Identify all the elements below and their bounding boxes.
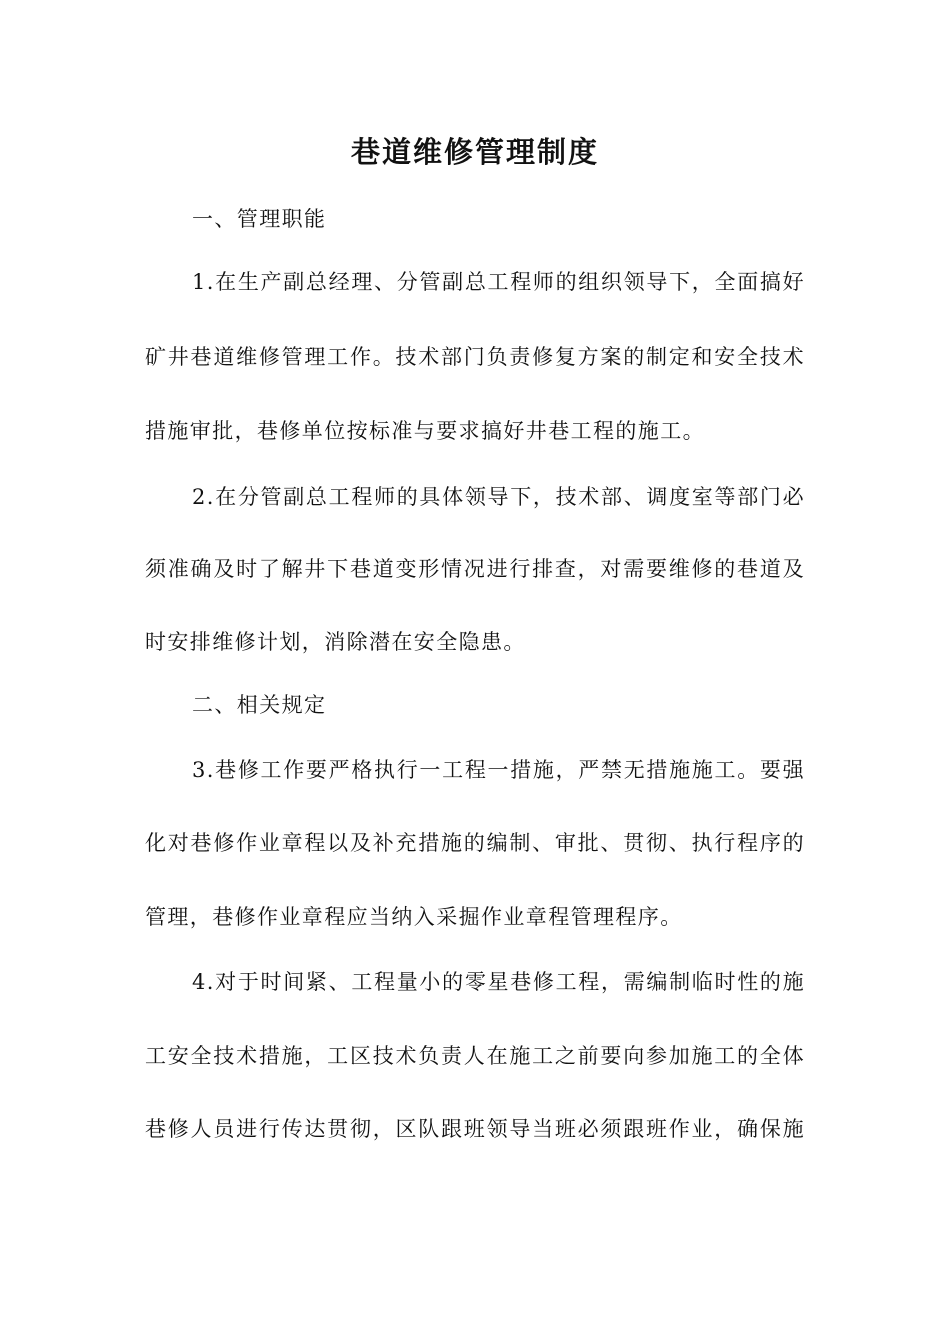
paragraph-1-line-2: 矿井巷道维修管理工作。技术部门负责修复方案的制定和安全技术 — [145, 345, 805, 369]
document-title: 巷道维修管理制度 — [350, 135, 599, 169]
paragraph-3-line-1: 3.巷修工作要严格执行一工程一措施，严禁无措施施工。要强 — [192, 758, 805, 782]
section-heading-1: 一、管理职能 — [192, 207, 327, 231]
paragraph-4-line-1: 4.对于时间紧、工程量小的零星巷修工程，需编制临时性的施 — [192, 970, 805, 994]
paragraph-1-line-1: 1.在生产副总经理、分管副总工程师的组织领导下，全面搞好 — [192, 270, 805, 294]
paragraph-1-line-3: 措施审批，巷修单位按标准与要求搞好井巷工程的施工。 — [145, 419, 705, 443]
paragraph-3-line-3: 管理，巷修作业章程应当纳入采掘作业章程管理程序。 — [145, 905, 683, 929]
paragraph-2-line-1: 2.在分管副总工程师的具体领导下，技术部、调度室等部门必 — [192, 485, 805, 509]
paragraph-2-line-2: 须准确及时了解井下巷道变形情况进行排查，对需要维修的巷道及 — [145, 557, 805, 581]
paragraph-2-line-3: 时安排维修计划，消除潜在安全隐患。 — [145, 630, 526, 654]
paragraph-3-line-2: 化对巷修作业章程以及补充措施的编制、审批、贯彻、执行程序的 — [145, 831, 805, 855]
paragraph-4-line-2: 工安全技术措施，工区技术负责人在施工之前要向参加施工的全体 — [145, 1044, 805, 1068]
paragraph-4-line-3: 巷修人员进行传达贯彻，区队跟班领导当班必须跟班作业，确保施 — [145, 1117, 805, 1141]
section-heading-2: 二、相关规定 — [192, 693, 327, 717]
